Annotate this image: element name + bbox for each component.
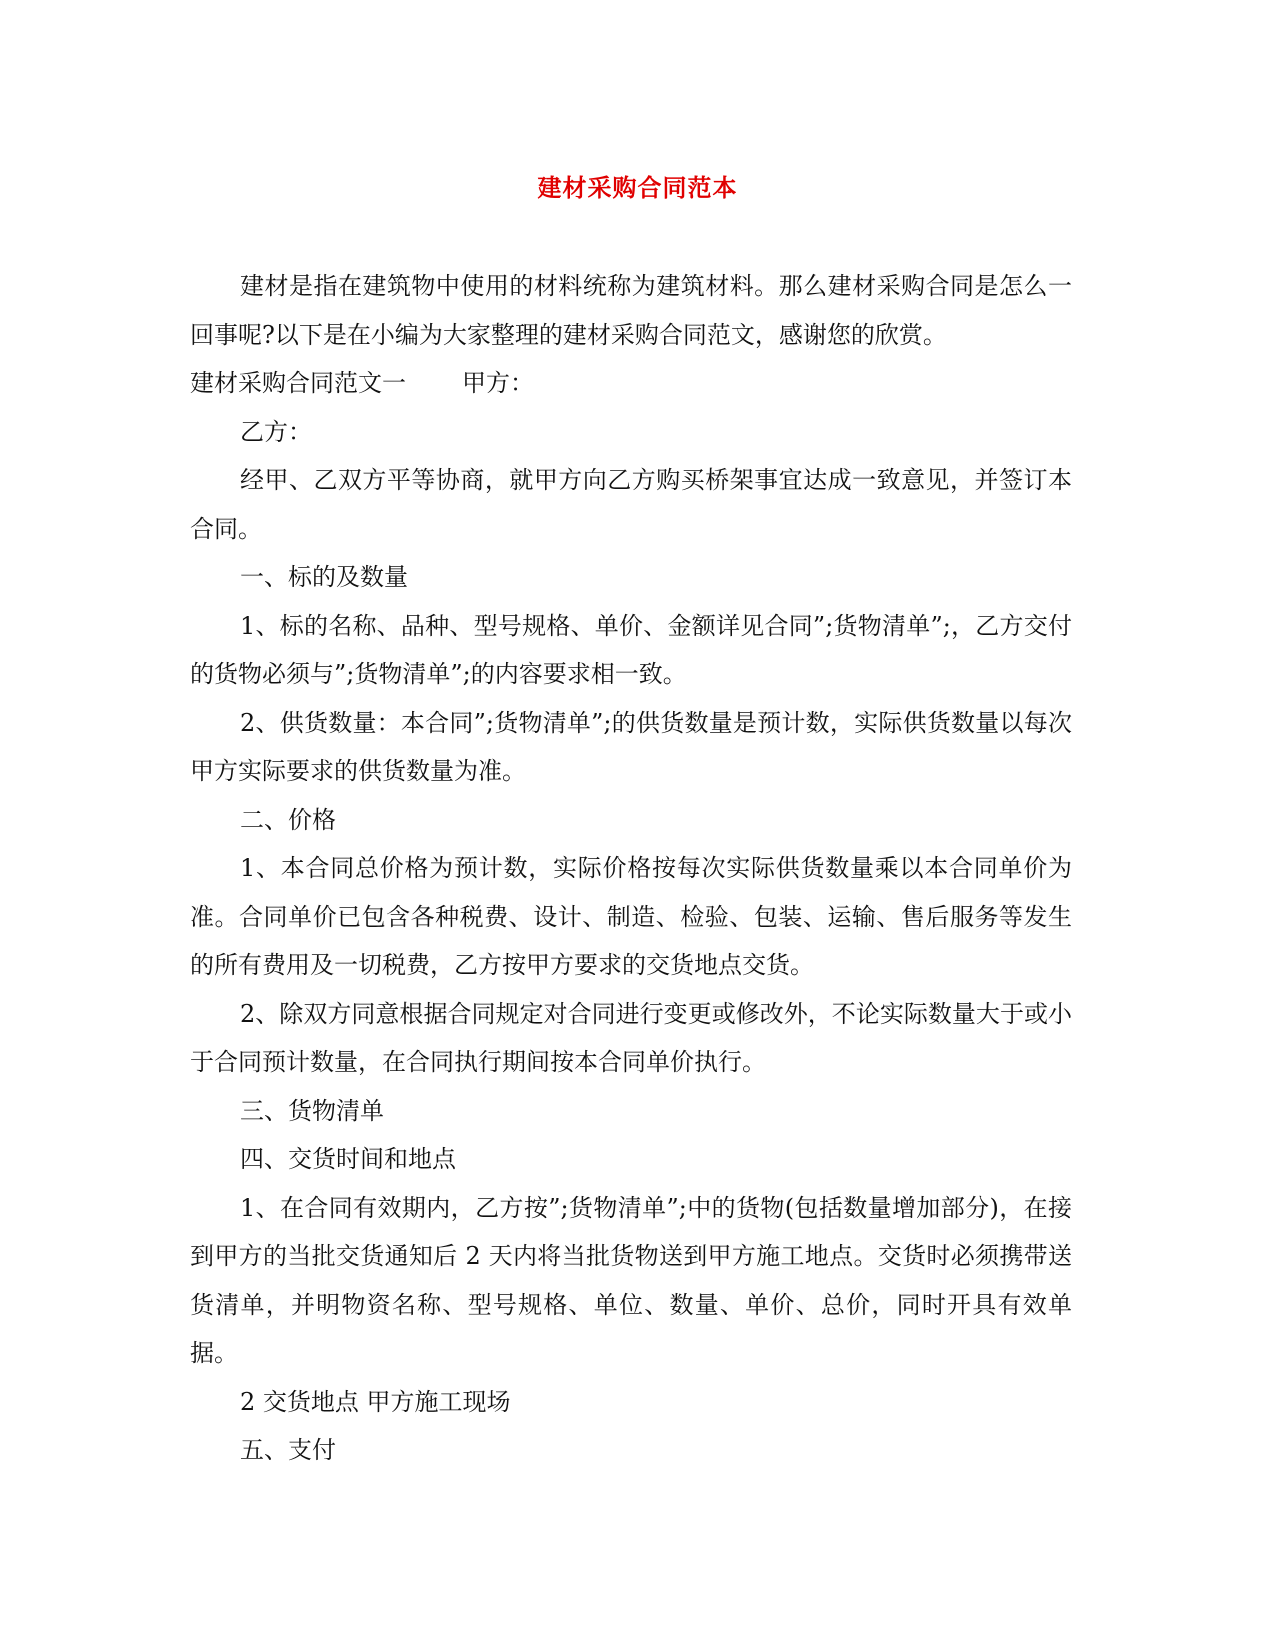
section-2-heading: 二、价格 [240,805,336,834]
intro-paragraph: 建材是指在建筑物中使用的材料统称为建筑材料。那么建材采购合同是怎么一回事呢?以下是在小编为大家整理的建材采购合同范文，感谢您的欣赏。 [190,272,1072,349]
sample-heading: 建材采购合同范文一 [190,369,406,397]
document-body [190,262,1072,1475]
section-5-heading: 五、支付 [240,1436,336,1464]
section-4-item-2: 2 交货地点 甲方施工现场 [240,1387,511,1416]
sample-heading-line [190,359,1072,408]
preamble-paragraph: 经甲、乙双方平等协商，就甲方向乙方购买桥架事宜达成一致意见，并签订本合同。 [190,466,1072,543]
document-title: 建材采购合同范本 [537,173,738,202]
section-4-item-1: 1、在合同有效期内，乙方按”;货物清单”;中的货物(包括数量增加部分)，在接到甲方的当批交货通知后 2 天内将当批货物送到甲方施工地点。交货时必须携带送货清单，并明物资名称、型号规格、单位、数量、单价、总价，同时开具有效单据。 [190,1193,1072,1367]
section-3-heading: 三、货物清单 [240,1096,384,1125]
section-1-item-1: 1、标的名称、品种、型号规格、单价、金额详见合同”;货物清单”;，乙方交付的货物必须与”;货物清单”;的内容要求相一致。 [190,611,1072,688]
section-1-heading: 一、标的及数量 [240,563,408,591]
party-b-label: 乙方： [240,417,312,446]
section-2-item-1: 1、本合同总价格为预计数，实际价格按每次实际供货数量乘以本合同单价为准。合同单价已包含各种税费、设计、制造、检验、包装、运输、售后服务等发生的所有费用及一切税费，乙方按甲方要求的交货地点交货。 [190,854,1072,979]
section-2-item-2: 2、除双方同意根据合同规定对合同进行变更或修改外，不论实际数量大于或小于合同预计数量，在合同执行期间按本合同单价执行。 [190,999,1072,1076]
party-a-label: 甲方： [462,369,534,397]
section-4-heading: 四、交货时间和地点 [240,1145,456,1173]
section-1-item-2: 2、供货数量：本合同”;货物清单”;的供货数量是预计数，实际供货数量以每次甲方实际要求的供货数量为准。 [190,708,1072,785]
